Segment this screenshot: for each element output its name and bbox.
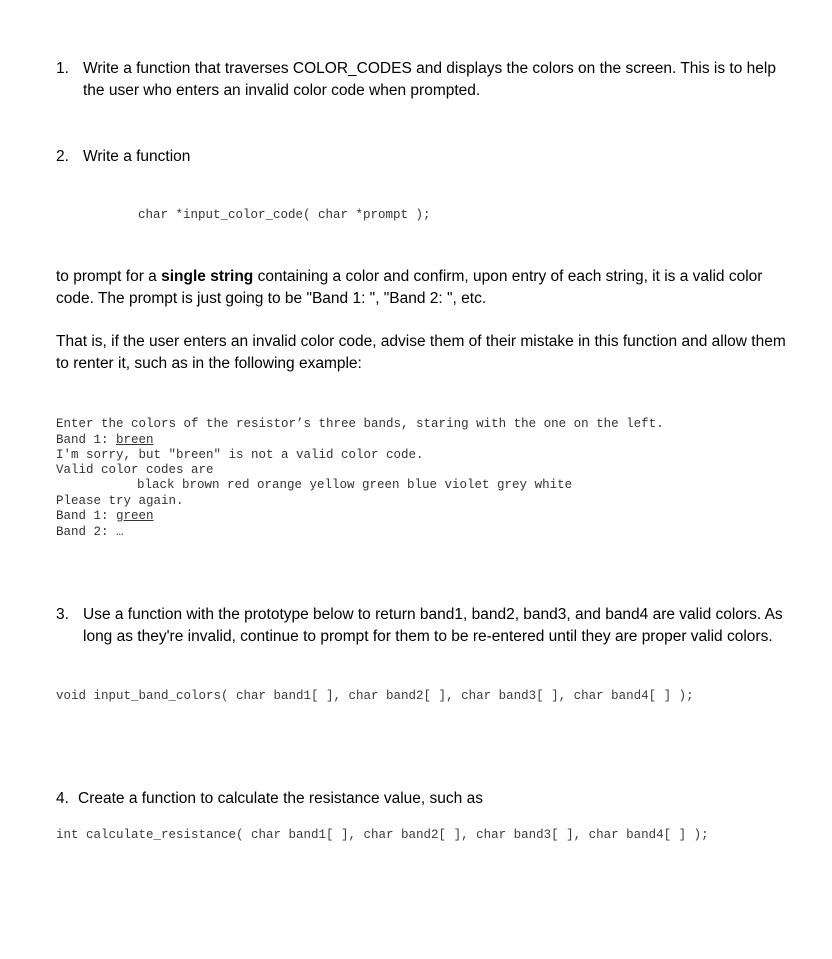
list-item-4-text: Create a function to calculate the resistance value, such as: [78, 790, 483, 807]
band-1-valid-input: green: [116, 509, 154, 523]
list-item-3-text: Use a function with the prototype below to return band1, band2, band3, and band4 are valid colors. As long as they're invalid, continue to prompt for them to be re-entered until they are proper valid colors.: [83, 606, 783, 645]
console-line-6: Please try again.: [56, 494, 184, 508]
console-line-7: [56, 509, 154, 524]
list-item-4: [56, 788, 786, 810]
list-item-1-number: 1.: [56, 60, 69, 77]
list-item-2-number: 2.: [56, 148, 69, 165]
calculate-resistance-prototype: int calculate_resistance( char band1[ ], char band2[ ], char band3[ ], char band4[ ] );: [56, 828, 709, 842]
prompt-description-paragraph: [56, 266, 786, 310]
input-band-colors-prototype: void input_band_colors( char band1[ ], char band2[ ], char band3[ ], char band4[ ] );: [56, 689, 694, 703]
band-1-prompt-retry: Band 1:: [56, 509, 117, 523]
list-item-3: [56, 604, 786, 648]
band-1-prompt: Band 1:: [56, 433, 117, 447]
band-2-prompt: Band 2:: [56, 525, 117, 539]
prompt-description-after: containing a color and confirm, upon entry of each string, it is a valid color code. The prompt is just going to be "Band 1: ", "Band 2: ", etc.: [56, 268, 763, 307]
console-line-5-color-list: black brown red orange yellow green blue violet grey white: [137, 478, 573, 492]
console-line-3: I'm sorry, but "breen" is not a valid color code.: [56, 448, 424, 462]
console-line-2: [56, 433, 154, 448]
list-item-3-number: 3.: [56, 606, 69, 623]
band-1-invalid-input: breen: [116, 433, 154, 447]
list-item-1-text: Write a function that traverses COLOR_CODES and displays the colors on the screen. This is to help the user who enters an invalid color code when prompted.: [83, 60, 776, 99]
list-item-2: [56, 146, 786, 168]
console-line-1: Enter the colors of the resistor’s three bands, staring with the one on the left.: [56, 417, 664, 431]
list-item-1: [56, 58, 786, 102]
invalid-code-paragraph: That is, if the user enters an invalid color code, advise them of their mistake in this function and allow them to renter it, such as in the following example:: [56, 333, 786, 372]
single-string-emphasis: single string: [161, 268, 254, 285]
console-line-8: [56, 525, 124, 540]
prompt-description-before: to prompt for a: [56, 268, 162, 285]
input-color-code-prototype: char *input_color_code( char *prompt );: [138, 208, 431, 222]
list-item-2-text: Write a function: [83, 148, 191, 165]
console-line-4: Valid color codes are: [56, 463, 214, 477]
list-item-4-number: 4.: [56, 790, 69, 807]
continuation-ellipsis: …: [116, 525, 124, 539]
